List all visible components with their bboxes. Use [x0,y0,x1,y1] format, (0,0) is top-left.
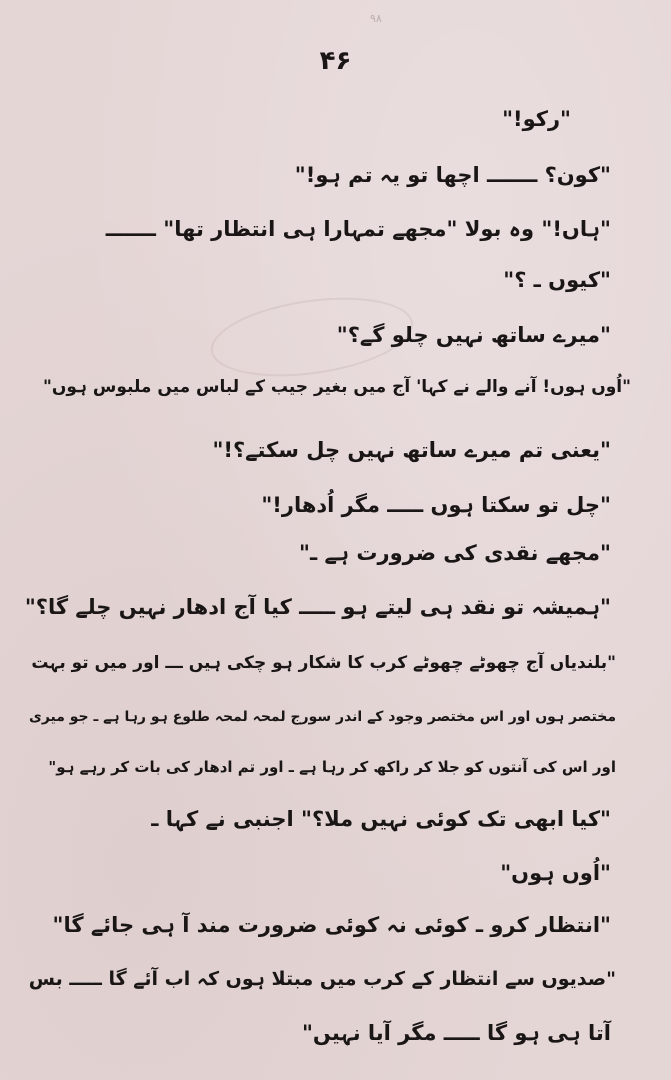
text-line: اور اس کی آنتوں کو جلا کر راکھ کر رہا ہے ـ اور تم ادھار کی بات کر رہے ہو" [48,758,616,776]
text-line: "بلندیاں آج چھوٹے چھوٹے کرب کا شکار ہو چکی ہیں ـــ اور میں تو بہت [31,653,616,673]
text-line: "ہاں!" وہ بولا "مجھے تمہارا ہی انتظار تھا" ـــــــ [105,217,611,241]
text-line: "رکو!" [502,107,571,131]
text-line: آتا ہی ہو گا ـــــ مگر آیا نہیں" [301,1021,611,1045]
text-line: "صدیوں سے انتظار کے کرب میں مبتلا ہوں کہ اب آئے گا ـــــ بس [28,968,616,990]
text-line: "کیوں ـ ؟" [503,268,611,292]
text-line: "چل تو سکتا ہوں ـــــ مگر اُدھار!" [261,493,611,517]
text-line: "یعنی تم میرے ساتھ نہیں چل سکتے؟!" [212,438,611,462]
text-line: "کون؟ ـــــــ اچھا تو یہ تم ہو!" [294,163,611,187]
text-line: "اُوں ہوں! آنے والے نے کہا' آج میں بغیر جیب کے لباس میں ملبوس ہوں" [43,377,631,397]
text-line: "میرے ساتھ نہیں چلو گے؟" [336,323,611,347]
text-line: "انتظار کرو ـ کوئی نہ کوئی ضرورت مند آ ہی جائے گا" [52,913,611,937]
corner-mark: ۹۸ [370,12,382,25]
page-number: ۴۶ [319,46,352,76]
text-line: "کیا ابھی تک کوئی نہیں ملا؟" اجنبی نے کہا ـ [151,807,611,831]
text-line: مختصر ہوں اور اس مختصر وجود کے اندر سورج لمحہ لمحہ طلوع ہو رہا ہے ـ جو میری [28,709,616,725]
text-line: "مجھے نقدی کی ضرورت ہے ـ" [299,541,611,565]
text-line: "اُوں ہوں" [500,861,611,885]
text-line: "ہمیشہ تو نقد ہی لیتے ہو ـــــ کیا آج ادھار نہیں چلے گا؟" [24,595,611,619]
